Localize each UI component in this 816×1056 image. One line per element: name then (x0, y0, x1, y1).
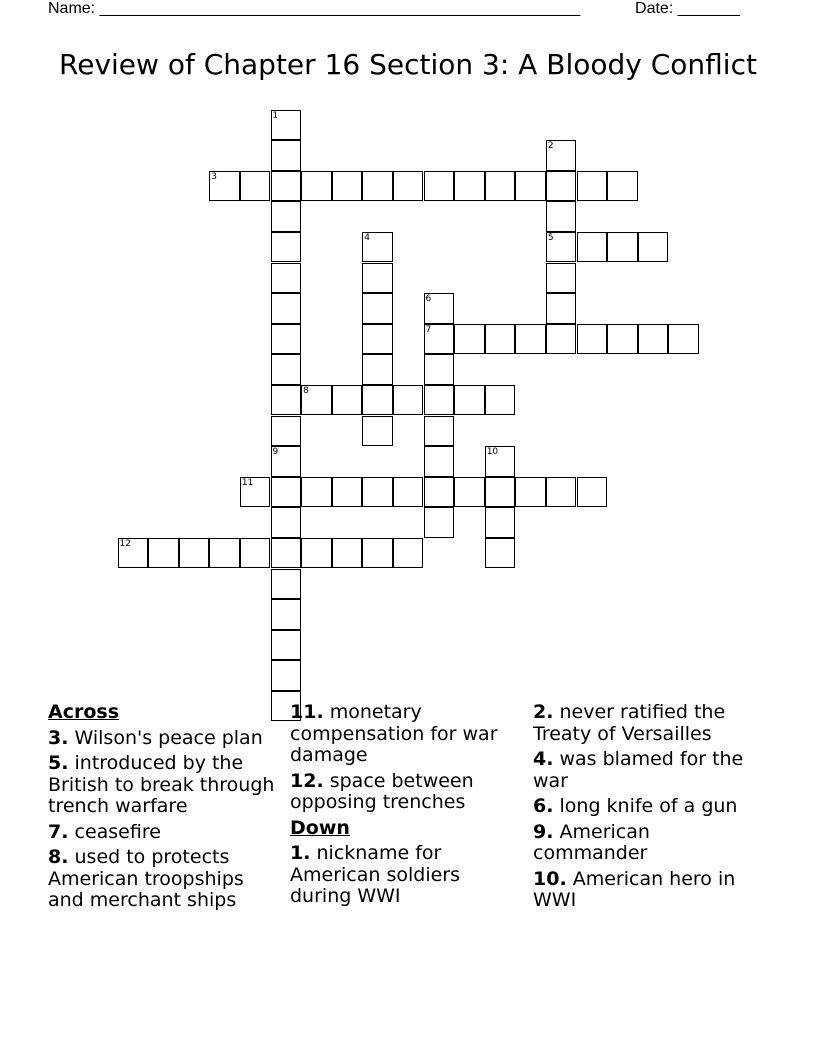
clue-number: 1 (272, 110, 279, 121)
crossword-cell[interactable] (577, 477, 608, 508)
crossword-cell[interactable] (271, 354, 302, 385)
crossword-cell[interactable] (424, 171, 455, 202)
crossword-cell[interactable] (301, 538, 332, 569)
crossword-cell[interactable] (240, 171, 271, 202)
clue-down-9: 9. American commander (533, 820, 650, 864)
crossword-cell[interactable] (332, 477, 363, 508)
clue-across-7: 7. ceasefire (48, 820, 161, 843)
crossword-cell[interactable] (362, 416, 393, 447)
crossword-cell[interactable] (454, 171, 485, 202)
crossword-cell[interactable] (301, 385, 332, 416)
crossword-cell[interactable] (271, 660, 302, 691)
crossword-cell[interactable] (393, 171, 424, 202)
crossword-cell[interactable] (393, 538, 424, 569)
crossword-cell[interactable] (577, 324, 608, 355)
crossword-cell[interactable] (271, 599, 302, 630)
crossword-cell[interactable] (424, 416, 455, 447)
crossword-cell[interactable] (607, 171, 638, 202)
clue-number: 12 (119, 538, 131, 549)
clue-number: 7 (425, 324, 432, 335)
crossword-cell[interactable] (454, 477, 485, 508)
crossword-cell[interactable] (485, 538, 516, 569)
crossword-cell[interactable] (271, 630, 302, 661)
crossword-cell[interactable] (240, 538, 271, 569)
crossword-cell[interactable] (301, 171, 332, 202)
crossword-cell[interactable] (362, 385, 393, 416)
page-title: Review of Chapter 16 Section 3: A Bloody Conflict (59, 48, 757, 81)
crossword-cell[interactable] (546, 171, 577, 202)
crossword-cell[interactable] (393, 385, 424, 416)
crossword-cell[interactable] (515, 324, 546, 355)
crossword-cell[interactable] (332, 538, 363, 569)
clue-across-8: 8. used to protects American troopships and merchant ships (48, 846, 244, 911)
crossword-cell[interactable] (209, 171, 240, 202)
clue-number: 10 (486, 447, 499, 458)
crossword-cell[interactable] (424, 293, 455, 324)
crossword-cell[interactable] (607, 324, 638, 355)
crossword-cell[interactable] (454, 385, 485, 416)
clue-list (48, 702, 768, 962)
crossword-cell[interactable] (577, 232, 608, 263)
crossword-cell[interactable] (485, 446, 516, 477)
crossword-cell[interactable] (271, 201, 302, 232)
date-field[interactable]: Date: _______ (635, 0, 740, 17)
crossword-cell[interactable] (485, 477, 516, 508)
crossword-cell[interactable] (424, 507, 455, 538)
crossword-cell[interactable] (362, 293, 393, 324)
crossword-cell[interactable] (546, 263, 577, 294)
clue-column-1 (48, 702, 278, 916)
crossword-cell[interactable] (148, 538, 179, 569)
crossword-cell[interactable] (454, 324, 485, 355)
crossword-cell[interactable] (485, 385, 516, 416)
clue-number: 5 (547, 232, 554, 243)
crossword-cell[interactable] (362, 263, 393, 294)
clue-number: 11 (241, 477, 254, 488)
crossword-cell[interactable] (424, 477, 455, 508)
crossword-cell[interactable] (271, 293, 302, 324)
clue-down-6: 6. long knife of a gun (533, 795, 738, 817)
crossword-cell[interactable] (424, 446, 455, 477)
crossword-cell[interactable] (271, 385, 302, 416)
clue-down-4: 4. was blamed for the war (533, 748, 744, 792)
crossword-cell[interactable] (546, 293, 577, 324)
crossword-cell[interactable] (515, 477, 546, 508)
crossword-cell[interactable] (485, 324, 516, 355)
crossword-cell[interactable] (271, 232, 302, 263)
crossword-cell[interactable] (424, 324, 455, 355)
crossword-cell[interactable] (546, 477, 577, 508)
crossword-cell[interactable] (546, 201, 577, 232)
clue-across-3: 3. Wilson's peace plan (48, 726, 263, 749)
crossword-cell[interactable] (271, 110, 302, 141)
crossword-cell[interactable] (271, 324, 302, 355)
clue-column-2 (290, 702, 520, 912)
crossword-cell[interactable] (424, 354, 455, 385)
crossword-cell[interactable] (301, 477, 332, 508)
crossword-cell[interactable] (515, 171, 546, 202)
crossword-cell[interactable] (362, 354, 393, 385)
crossword-cell[interactable] (271, 263, 302, 294)
crossword-cell[interactable] (546, 232, 577, 263)
crossword-cell[interactable] (332, 171, 363, 202)
crossword-cell[interactable] (546, 324, 577, 355)
crossword-cell[interactable] (362, 538, 393, 569)
crossword-cell[interactable] (485, 171, 516, 202)
crossword-cell[interactable] (271, 446, 302, 477)
clue-number: 4 (364, 232, 371, 243)
crossword-cell[interactable] (362, 324, 393, 355)
crossword-cell[interactable] (271, 507, 302, 538)
clue-across-12: 12. space between opposing trenches (290, 769, 474, 813)
clue-number: 8 (303, 385, 309, 396)
crossword-cell[interactable] (638, 324, 669, 355)
clue-across-11: 11. monetary compensation for war damage (290, 701, 498, 766)
clue-down-2: 2. never ratified the Treaty of Versailles (533, 701, 726, 745)
crossword-cell[interactable] (271, 416, 302, 447)
crossword-cell[interactable] (362, 171, 393, 202)
clue-number: 3 (211, 171, 218, 182)
clue-down-10: 10. American hero in WWI (533, 867, 736, 911)
crossword-cell[interactable] (118, 538, 149, 569)
crossword-cell[interactable] (271, 140, 302, 171)
crossword-cell[interactable] (424, 385, 455, 416)
crossword-cell[interactable] (546, 140, 577, 171)
crossword-cell[interactable] (332, 385, 363, 416)
down-heading: Down (290, 816, 350, 839)
clue-number: 9 (272, 447, 279, 458)
crossword-cell[interactable] (577, 171, 608, 202)
clue-number: 6 (425, 294, 432, 305)
crossword-cell[interactable] (668, 324, 699, 355)
crossword-cell[interactable] (271, 171, 302, 202)
clue-across-5: 5. introduced by the British to break through trench warfare (48, 752, 275, 817)
crossword-cell[interactable] (271, 477, 302, 508)
crossword-cell[interactable] (393, 477, 424, 508)
name-field[interactable]: Name: ______________________________________________________ (48, 0, 581, 17)
crossword-cell[interactable] (607, 232, 638, 263)
clue-down-1: 1. nickname for American soldiers during WWI (290, 842, 460, 907)
crossword-cell[interactable] (362, 232, 393, 263)
clue-column-3 (533, 702, 763, 916)
across-heading: Across (48, 701, 120, 723)
crossword-cell[interactable] (179, 538, 210, 569)
crossword-cell[interactable] (485, 507, 516, 538)
crossword-cell[interactable] (271, 569, 302, 600)
crossword-cell[interactable] (271, 538, 302, 569)
clue-number: 2 (547, 141, 554, 152)
crossword-cell[interactable] (362, 477, 393, 508)
crossword-cell[interactable] (209, 538, 240, 569)
crossword-cell[interactable] (638, 232, 669, 263)
crossword-cell[interactable] (240, 477, 271, 508)
